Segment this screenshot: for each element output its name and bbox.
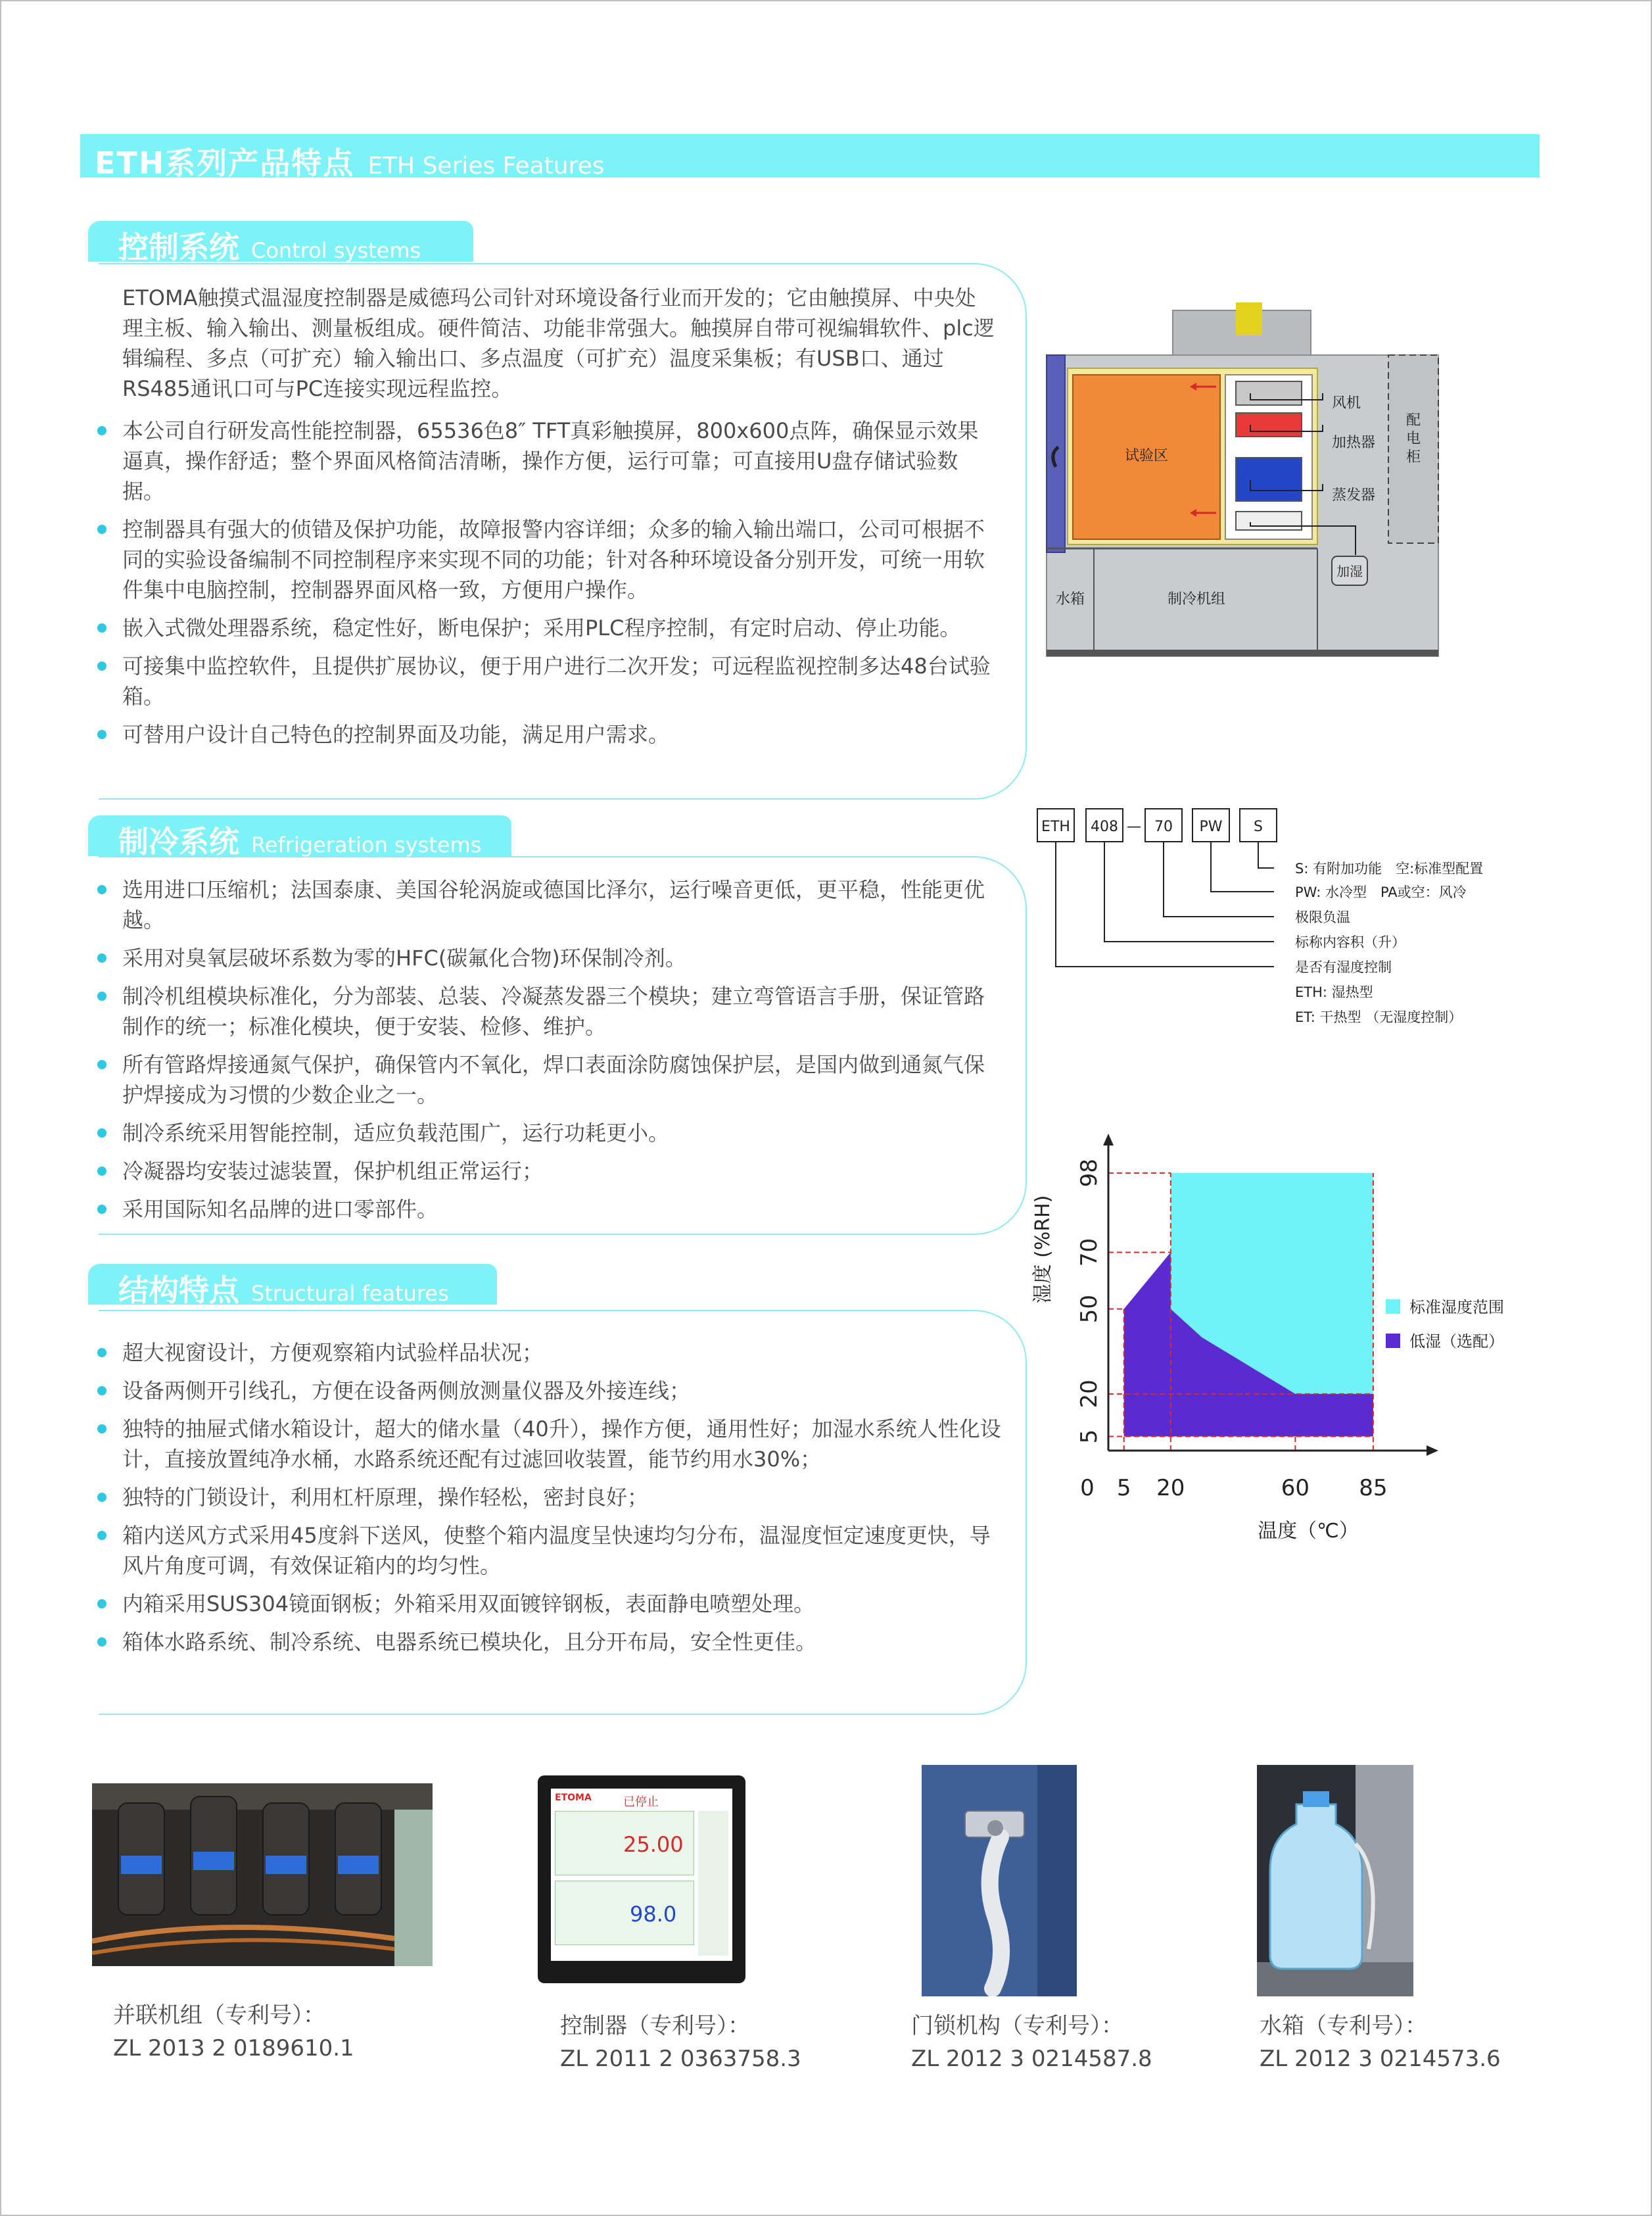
structure-tab	[88, 1264, 497, 1308]
structure-list	[96, 1337, 1003, 1665]
code-box-option: S	[1254, 819, 1263, 835]
evaporator-label: 蒸发器	[1332, 487, 1376, 504]
evaporator-box	[1236, 458, 1302, 501]
y-tick-label-0: 5	[1076, 1429, 1102, 1444]
structure-title: 结构特点	[118, 1272, 239, 1308]
list-item: 独特的门锁设计，利用杠杆原理，操作轻松，密封良好；	[96, 1482, 1003, 1512]
x-tick-label-2: 20	[1156, 1475, 1185, 1501]
list-item: 独特的抽屉式储水箱设计，超大的储水量（40升），操作方便，通用性好；加湿水系统人性化设计，直接放置纯净水桶，水路系统还配有过滤回收装置，能节约用水30%；	[96, 1414, 1003, 1474]
x-axis-arrow-icon	[1427, 1445, 1438, 1456]
refrigeration-title: 制冷系统	[118, 824, 239, 859]
refrigeration-tab	[88, 815, 511, 859]
list-item: 本公司自行研发高性能控制器，65536色8″ TFT真彩触摸屏，800x600点阵，确保显示效果逼真，操作舒适；整个界面风格简洁清晰，操作方便，运行可靠；可直接用U盘存储试验数据。	[96, 416, 999, 506]
caption-number: ZL 2013 2 0189610.1	[113, 2035, 354, 2061]
list-item: 超大视窗设计，方便观察箱内试验样品状况；	[96, 1337, 1003, 1368]
code-note-temp: 极限负温	[1295, 909, 1350, 925]
code-box-volume: 408	[1091, 819, 1118, 835]
list-item: 选用进口压缩机；法国泰康、美国谷轮涡旋或德国比泽尔，运行噪音更低，更平稳，性能更优越。	[96, 875, 1003, 935]
humidifier-label: 加湿	[1336, 564, 1363, 579]
control-title-en: Control systems	[251, 238, 421, 263]
list-item: 箱内送风方式采用45度斜下送风，使整个箱内温度呈快速均匀分布，温湿度恒定速度更快，导风片角度可调，有效保证箱内的均匀性。	[96, 1520, 1003, 1581]
list-item: 嵌入式微处理器系统，稳定性好，断电保护；采用PLC程序控制，有定时启动、停止功能。	[96, 613, 999, 643]
caption-title: 控制器（专利号）：	[560, 2013, 750, 2039]
x-tick-label-1: 5	[1116, 1475, 1131, 1501]
list-item: 制冷系统采用智能控制，适应负载范围广，运行功耗更小。	[96, 1118, 1003, 1148]
list-item: 控制器具有强大的侦错及保护功能，故障报警内容详细；众多的输入输出端口，公司可根据不同的实验设备编制不同控制程序来实现不同的功能；针对各种环境设备分别开发，可统一用软件集中电脑控制，控制器界面风格一致，方便用户操作。	[96, 514, 999, 605]
legend-swatch-low	[1386, 1334, 1400, 1348]
caption-title: 并联机组（专利号）：	[113, 2002, 325, 2029]
sensor-icon	[1236, 302, 1262, 335]
code-box-series: ETH	[1041, 819, 1070, 835]
code-note-option: S: 有附加功能 空:标准型配置	[1295, 861, 1484, 877]
refrigeration-list	[96, 875, 1003, 1232]
cabinet-label-2: 电	[1405, 431, 1421, 447]
door-lock-photo	[922, 1765, 1077, 1996]
code-note-cooling: PW: 水冷型 PA或空：风冷	[1295, 884, 1467, 900]
list-item: 制冷机组模块标准化，分为部装、总装、冷凝蒸发器三个模块；建立弯管语言手册，保证管路制作的统一；标准化模块，便于安装、检修、维护。	[96, 981, 1003, 1042]
code-note-et: ET: 干热型 （无湿度控制）	[1295, 1009, 1463, 1025]
fan-box	[1236, 381, 1302, 405]
list-item: 可替用户设计自己特色的控制界面及功能，满足用户需求。	[96, 719, 999, 750]
code-note-eth: ETH: 湿热型	[1295, 984, 1373, 1000]
y-axis-arrow-icon	[1103, 1134, 1114, 1145]
screen-brand: ETOMA	[555, 1793, 592, 1803]
photo-caption-2	[560, 2010, 801, 2075]
water-tank-photo	[1257, 1765, 1413, 1996]
code-dash: —	[1127, 819, 1141, 835]
y-tick-label-2: 50	[1076, 1294, 1102, 1324]
list-item: 所有管路焊接通氮气保护，确保管内不氧化，焊口表面涂防腐蚀保护层，是国内做到通氮气保护焊接成为习惯的少数企业之一。	[96, 1049, 1003, 1110]
refrigeration-unit-label: 制冷机组	[1167, 591, 1226, 608]
code-box-temp: 70	[1154, 819, 1173, 835]
code-note-humidity: 是否有湿度控制	[1295, 959, 1392, 975]
control-tab	[88, 221, 473, 265]
model-code-diagram	[1032, 804, 1505, 1040]
legend-label-low: 低湿（选配）	[1409, 1332, 1504, 1351]
list-item: 冷凝器均安装过滤装置，保护机组正常运行；	[96, 1156, 1003, 1186]
header-title: ETH系列产品特点 ETH Series Features	[95, 145, 605, 181]
chamber-diagram	[1039, 302, 1446, 671]
code-box-cooling: PW	[1199, 819, 1223, 835]
y-tick-label-1: 20	[1076, 1380, 1102, 1409]
structure-title-en: Structural features	[251, 1281, 449, 1306]
photo-caption-3	[911, 2010, 1152, 2075]
photo-caption-4	[1260, 2010, 1501, 2075]
screen-humid: 98.0	[630, 1902, 677, 1927]
caption-number: ZL 2012 3 0214587.8	[911, 2046, 1152, 2072]
list-item: 设备两侧开引线孔，方便在设备两侧放测量仪器及外接连线；	[96, 1376, 1003, 1406]
legend-swatch-standard	[1386, 1299, 1400, 1314]
list-item: 可接集中监控软件，且提供扩展协议，便于用户进行二次开发；可远程监视控制多达48台试验箱。	[96, 651, 999, 711]
compressor-photo	[92, 1783, 433, 1966]
list-item: 采用对臭氧层破坏系数为零的HFC(碳氟化合物)环保制冷剂。	[96, 943, 1003, 973]
caption-number: ZL 2011 2 0363758.3	[560, 2046, 801, 2072]
heater-box	[1236, 413, 1302, 437]
x-tick-label-4: 85	[1359, 1475, 1388, 1501]
y-tick-label-3: 70	[1076, 1238, 1102, 1267]
controller-photo	[538, 1775, 745, 1983]
screen-temp: 25.00	[623, 1832, 684, 1857]
y-tick-label-4: 98	[1076, 1159, 1102, 1188]
page-header	[80, 134, 1540, 181]
water-tank-label: 水箱	[1055, 591, 1085, 608]
caption-number: ZL 2012 3 0214573.6	[1260, 2046, 1501, 2072]
list-item: 内箱采用SUS304镜面钢板；外箱采用双面镀锌钢板，表面静电喷塑处理。	[96, 1589, 1003, 1619]
cabinet-label-1: 配	[1405, 412, 1421, 429]
control-title: 控制系统	[118, 229, 239, 265]
x-tick-label-0: 0	[1080, 1475, 1095, 1501]
y-axis-label: 湿度 (%RH)	[1031, 1195, 1054, 1304]
test-zone-label: 试验区	[1124, 448, 1169, 464]
code-note-volume: 标称内容积（升）	[1295, 934, 1405, 950]
x-axis-label: 温度（℃）	[1258, 1520, 1359, 1543]
photo-caption-1	[113, 1999, 354, 2065]
refrigeration-title-en: Refrigeration systems	[251, 832, 482, 857]
legend-label-standard: 标准湿度范围	[1409, 1298, 1504, 1316]
control-list	[96, 416, 999, 758]
list-item: 箱体水路系统、制冷系统、电器系统已模块化，且分开布局，安全性更佳。	[96, 1627, 1003, 1657]
door-strip	[1047, 355, 1065, 552]
humidity-range-chart	[1026, 1131, 1525, 1552]
caption-title: 水箱（专利号）：	[1260, 2013, 1427, 2039]
caption-title: 门锁机构（专利号）：	[911, 2013, 1123, 2039]
screen-status: 已停止	[623, 1795, 659, 1809]
fan-label: 风机	[1332, 395, 1361, 412]
control-intro: ETOMA触摸式温湿度控制器是威德玛公司针对环境设备行业而开发的；它由触摸屏、中央处理主板、输入输出、测量板组成。硬件简洁、功能非常强大。触摸屏自带可视编辑软件、plc逻辑编程、多点（可扩充）输入输出口、多点温度（可扩充）温度采集板；有USB口、通过RS485通讯口可与PC连接实现远程监控。	[122, 285, 995, 401]
cabinet-label-3: 柜	[1405, 449, 1421, 466]
heater-label: 加热器	[1332, 435, 1376, 451]
list-item: 采用国际知名品牌的进口零部件。	[96, 1194, 1003, 1224]
x-tick-label-3: 60	[1281, 1475, 1310, 1501]
